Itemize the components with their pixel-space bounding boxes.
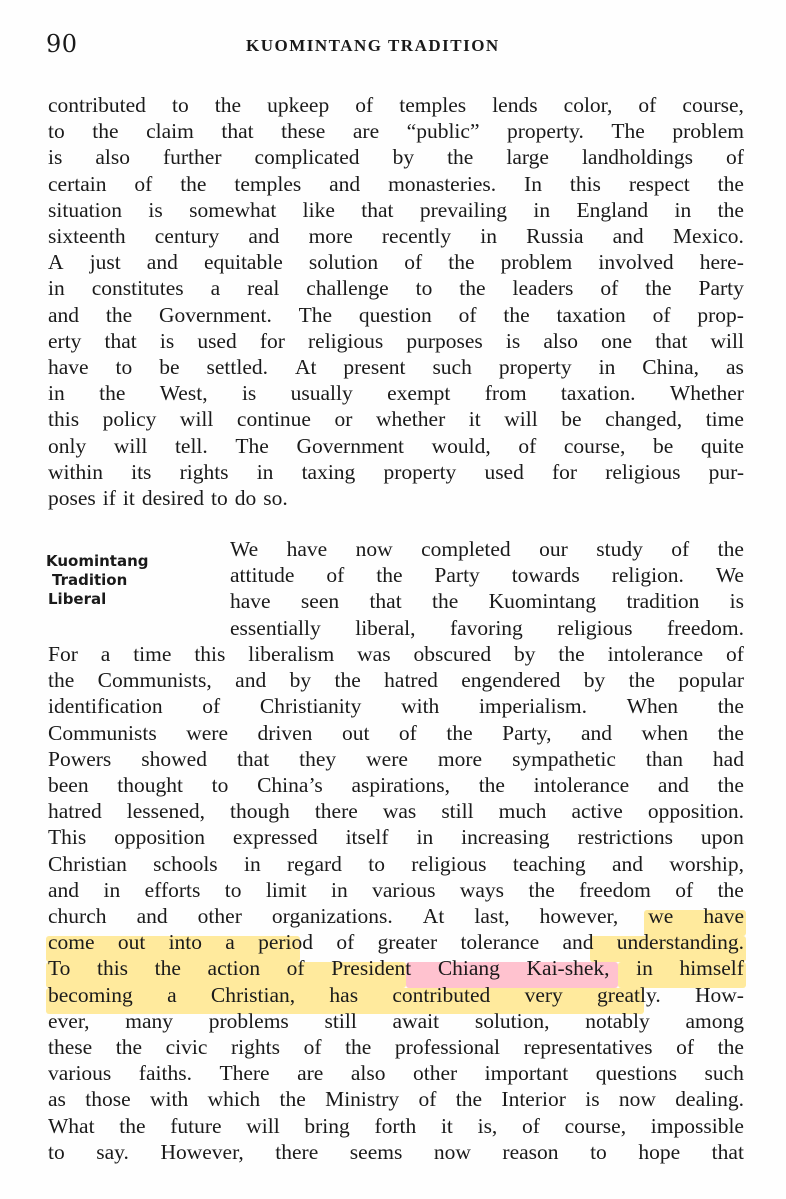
text-line: been thought to China’s aspirations, the intolerance and the [48, 773, 744, 797]
page-number: 90 [46, 30, 78, 58]
text-line: within its rights in taxing property used for religious pur- [48, 459, 744, 484]
text-line: this policy will continue or whether it will be changed, time [48, 407, 744, 432]
text-line: have to be settled. At present such property in China, as [48, 355, 744, 379]
text-line: Communists were driven out of the Party, and when the [48, 720, 744, 745]
page-header [46, 30, 746, 60]
text-line: and the Government. The question of the taxation of prop- [48, 302, 744, 327]
text-line: We have now completed our study of the [230, 537, 744, 561]
text-line: and in efforts to limit in various ways the freedom of the [48, 877, 744, 902]
text-line: erty that is used for religious purposes is also one that will [48, 328, 744, 353]
text-line: What the future will bring forth it is, of course, impossible [48, 1113, 744, 1138]
text-line: For a time this liberalism was obscured by the intolerance of [48, 642, 744, 666]
text-line: sixteenth century and more recently in Russia and Mexico. [48, 224, 744, 248]
text-line: identification of Christianity with imperialism. When the [48, 694, 744, 719]
text-line: is also further complicated by the large landholdings of [48, 145, 744, 170]
text-line: in constitutes a real challenge to the leaders of the Party [48, 276, 744, 301]
text-line: poses if it desired to do so. [48, 486, 288, 510]
text-line: these the civic rights of the professional representatives of the [48, 1035, 744, 1059]
text-line: To this the action of President Chiang Kai-shek, in himself [48, 956, 744, 981]
margin-note [46, 552, 186, 609]
text-line: various faiths. There are also other important questions such [48, 1061, 744, 1086]
margin-note-line-3: Liberal [48, 590, 107, 608]
margin-note-line-1: Kuomintang [46, 552, 149, 570]
text-line: in the West, is usually exempt from taxation. Whether [48, 381, 744, 406]
text-line: come out into a period of greater tolerance and understanding. [48, 930, 744, 955]
text-line: This opposition expressed itself in increasing restrictions upon [48, 825, 744, 850]
text-line: situation is somewhat like that prevailing in England in the [48, 197, 744, 222]
text-line: church and other organizations. At last, however, we have [48, 904, 744, 928]
text-line: ever, many problems still await solution, notably among [48, 1008, 744, 1033]
text-line: A just and equitable solution of the problem involved here- [48, 250, 744, 275]
text-line: Christian schools in regard to religious teaching and worship, [48, 851, 744, 876]
text-line: as those with which the Ministry of the Interior is now dealing. [48, 1087, 744, 1112]
text-line: to the claim that these are “public” property. The problem [48, 119, 744, 144]
running-head: KUOMINTANG TRADITION [246, 36, 500, 55]
text-line: essentially liberal, favoring religious freedom. [230, 615, 744, 640]
text-line: to say. However, there seems now reason to hope that [48, 1139, 744, 1164]
margin-note-line-2: Tradition [52, 571, 128, 589]
text-line: the Communists, and by the hatred engendered by the popular [48, 668, 744, 693]
text-line: attitude of the Party towards religion. We [230, 563, 744, 588]
text-line: certain of the temples and monasteries. In this respect the [48, 171, 744, 196]
text-line: hatred lessened, though there was still much active opposition. [48, 799, 744, 824]
text-line: becoming a Christian, has contributed very greatly. How- [48, 982, 744, 1007]
text-line: only will tell. The Government would, of course, be quite [48, 433, 744, 458]
text-line: have seen that the Kuomintang tradition is [230, 589, 744, 614]
text-line: contributed to the upkeep of temples lends color, of course, [48, 93, 744, 117]
text-line: Powers showed that they were more sympathetic than had [48, 746, 744, 771]
